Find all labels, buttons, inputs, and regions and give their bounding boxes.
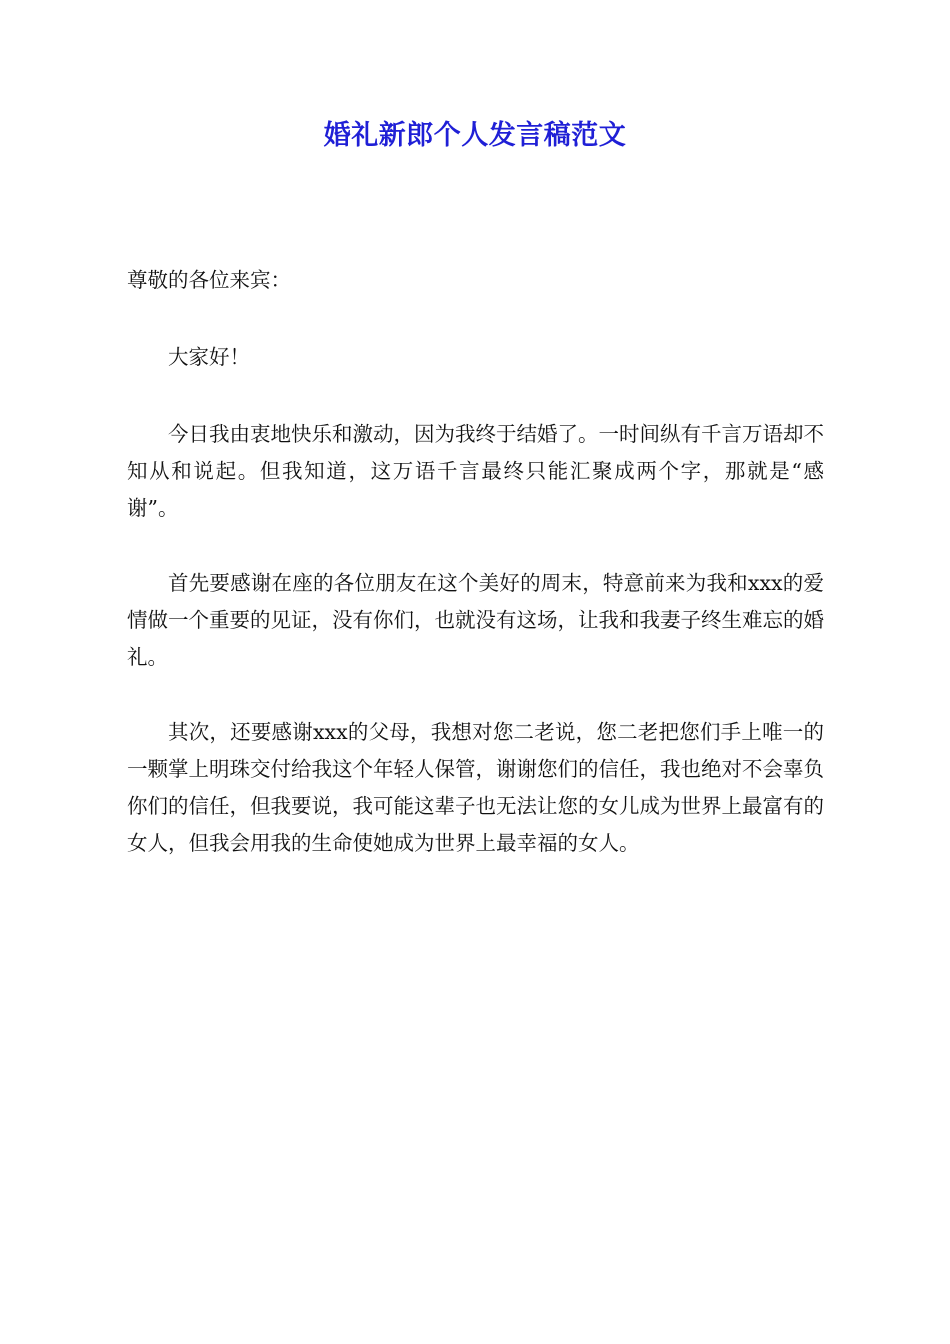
document-body [127, 262, 824, 900]
paragraph-thank-parents: 其次，还要感谢xxx的父母，我想对您二老说，您二老把您们手上唯一的一颗掌上明珠交付给我这个年轻人保管，谢谢您们的信任，我也绝对不会辜负你们的信任，但我要说，我可能这辈子也无法让您的女儿成为世界上最富有的女人，但我会用我的生命使她成为世界上最幸福的女人。 [127, 720, 824, 855]
paragraph-gratitude: 今日我由衷地快乐和激动，因为我终于结婚了。一时间纵有千言万语却不知从和说起。但我知道，这万语千言最终只能汇聚成两个字，那就是“感谢”。 [127, 422, 824, 520]
paragraph-thank-guests: 首先要感谢在座的各位朋友在这个美好的周末，特意前来为我和xxx的爱情做一个重要的见证，没有你们，也就没有这场，让我和我妻子终生难忘的婚礼。 [127, 571, 824, 669]
salutation: 尊敬的各位来宾： [127, 268, 291, 292]
document-title: 婚礼新郎个人发言稿范文 [323, 120, 627, 151]
paragraph-greeting: 大家好！ [168, 345, 250, 369]
